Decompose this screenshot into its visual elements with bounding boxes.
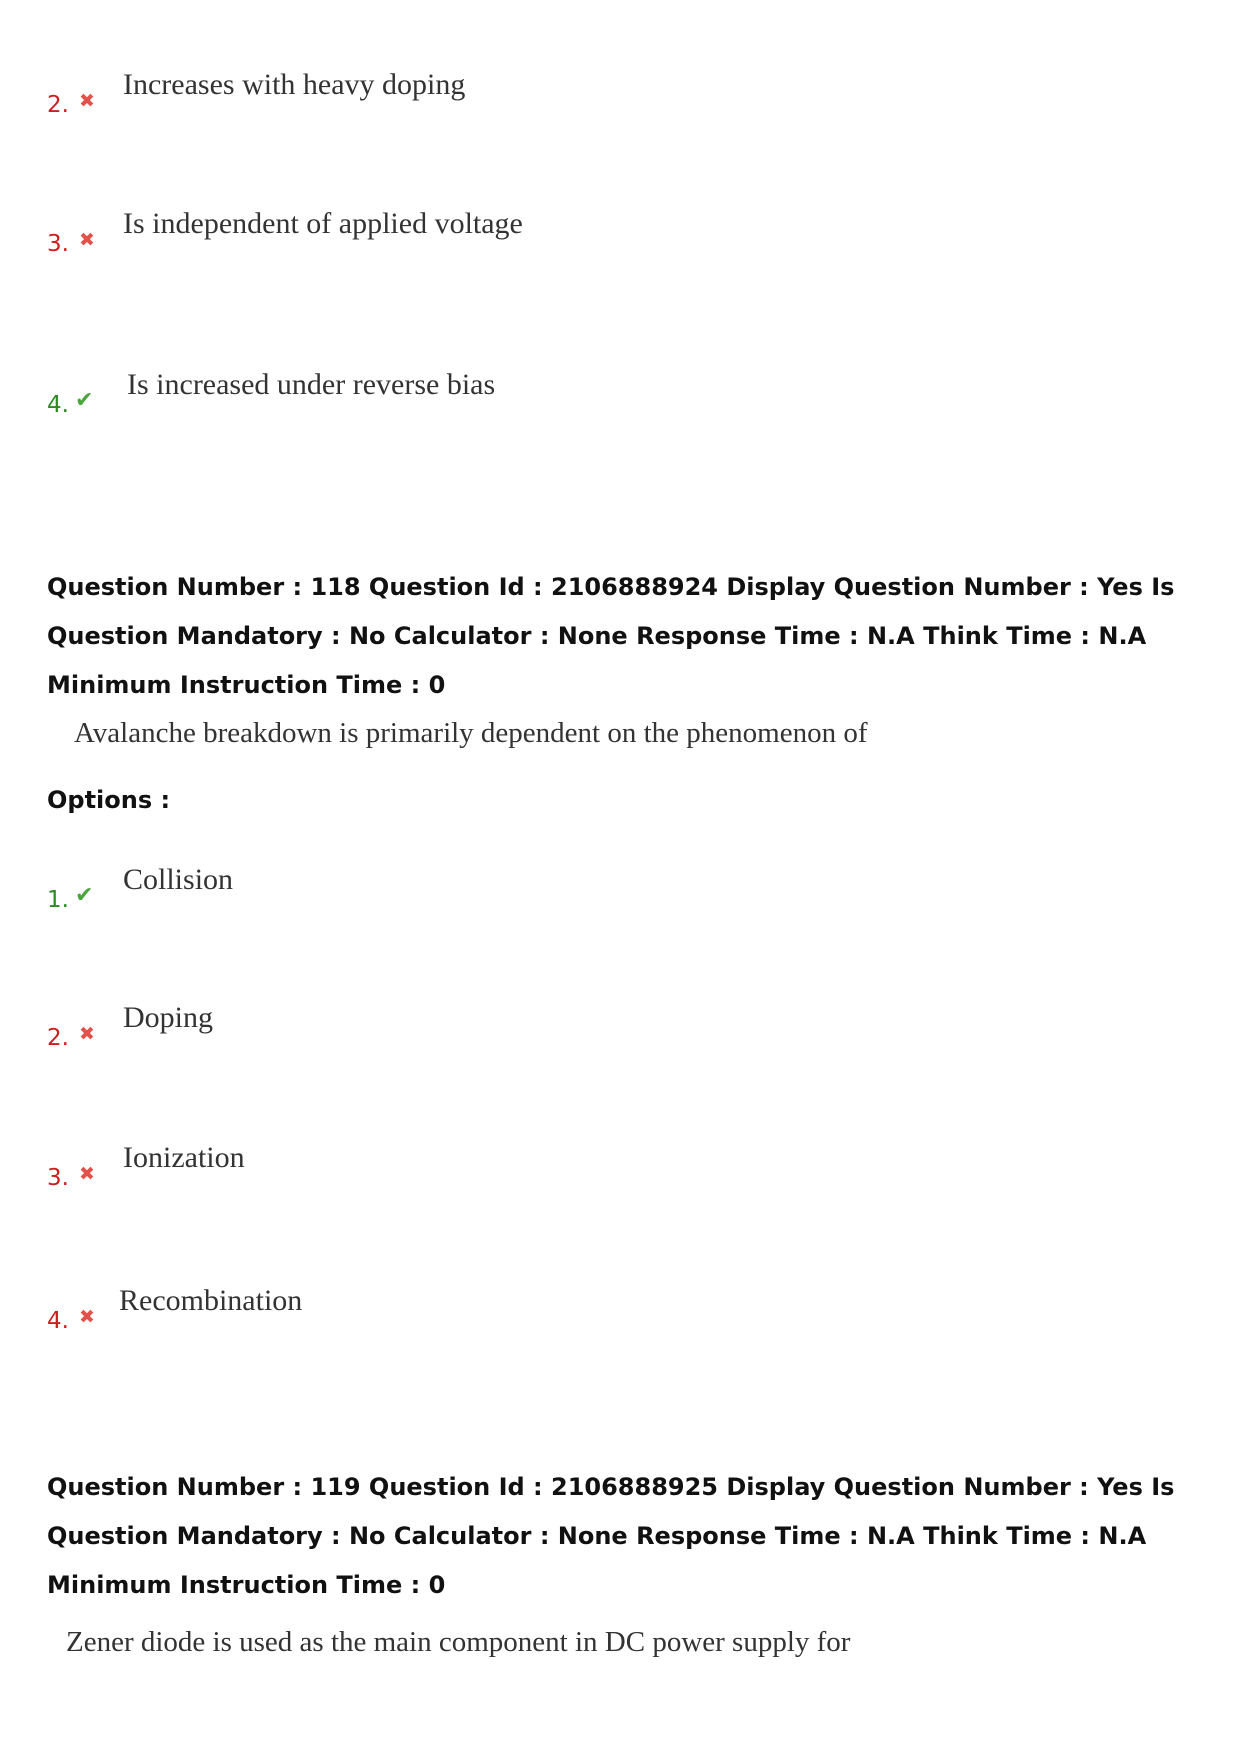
question-meta: Question Number : 119 Question Id : 2106888925 Display Question Number : Yes Is Question Mandatory : No Calculator : None Response Time : N.A Think Time : N.A Minimum Instruction Time : 0 — [47, 1473, 1175, 1599]
options-label: Options : — [47, 786, 171, 814]
question-meta: Question Number : 118 Question Id : 2106888924 Display Question Number : Yes Is Question Mandatory : No Calculator : None Response Time : N.A Think Time : N.A Minimum Instruction Time : 0 — [47, 573, 1175, 699]
option-row — [47, 1001, 1197, 1061]
cross-icon: ✖ — [79, 229, 95, 251]
option-row — [47, 1284, 1197, 1344]
option-number: 4. — [47, 1308, 69, 1334]
option-row — [47, 1141, 1197, 1201]
option-row — [47, 207, 1197, 267]
option-number: 4. — [47, 392, 69, 418]
question-text: Zener diode is used as the main component in DC power supply for — [66, 1626, 851, 1658]
cross-icon: ✖ — [79, 1163, 95, 1185]
option-row — [47, 68, 1197, 128]
question-text: Avalanche breakdown is primarily dependent on the phenomenon of — [74, 717, 868, 749]
option-number: 3. — [47, 1165, 69, 1191]
option-row — [47, 368, 1197, 428]
option-number: 2. — [47, 1025, 69, 1051]
cross-icon: ✖ — [79, 90, 95, 112]
option-text: Is independent of applied voltage — [123, 207, 523, 240]
cross-icon: ✖ — [79, 1306, 95, 1328]
option-text: Recombination — [119, 1284, 303, 1317]
option-text: Increases with heavy doping — [123, 68, 466, 101]
check-icon: ✔ — [75, 388, 94, 413]
option-text: Is increased under reverse bias — [127, 368, 496, 401]
option-number: 2. — [47, 92, 69, 118]
option-row — [47, 863, 1197, 923]
option-number: 1. — [47, 887, 69, 913]
option-text: Ionization — [123, 1141, 245, 1174]
option-text: Doping — [123, 1001, 213, 1034]
cross-icon: ✖ — [79, 1023, 95, 1045]
option-number: 3. — [47, 231, 69, 257]
check-icon: ✔ — [75, 883, 94, 908]
option-text: Collision — [123, 863, 234, 896]
